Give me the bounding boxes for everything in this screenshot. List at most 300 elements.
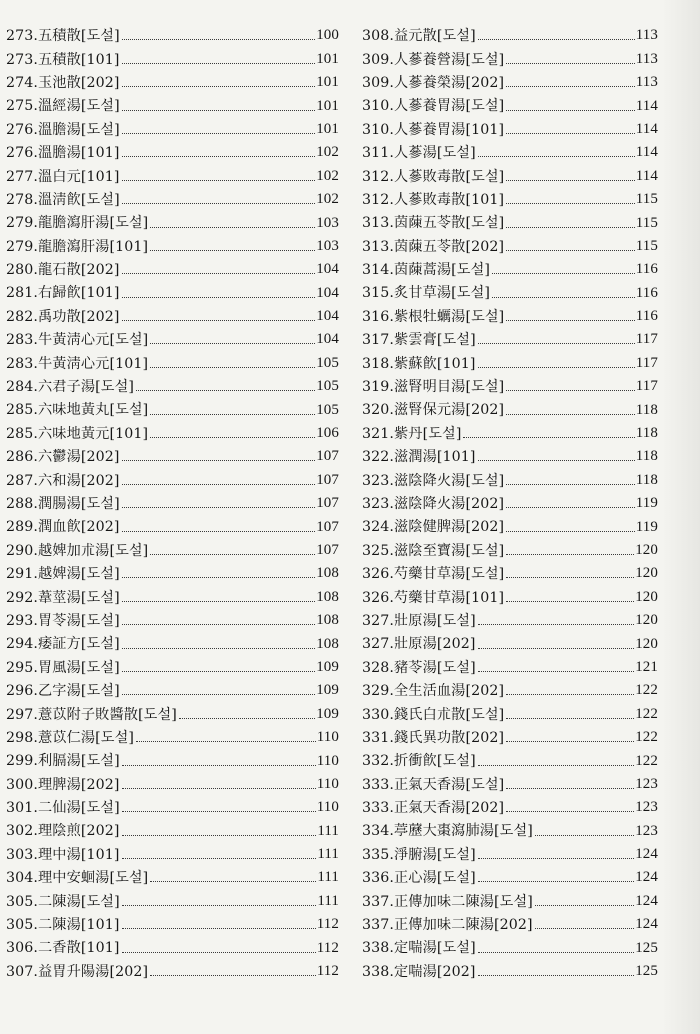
entry-number: 288. [6, 496, 38, 512]
prescription-title: 利膈湯[도설] [38, 753, 120, 770]
page-number: 120 [635, 565, 658, 582]
dot-leader [506, 577, 634, 578]
entry-number: 311. [362, 145, 394, 162]
entry-number: 312. [362, 168, 394, 185]
index-entry [6, 464, 339, 487]
prescription-title: 炙甘草湯[도설] [394, 285, 491, 302]
index-entry [6, 418, 339, 441]
entry-number: 324. [362, 519, 394, 536]
dot-leader [122, 648, 315, 649]
page-number: 122 [635, 682, 658, 699]
entry-number: 330. [362, 706, 394, 723]
entry-number: 305. [6, 893, 38, 910]
entry-number: 310. [362, 98, 394, 115]
index-entry [362, 885, 658, 908]
page-number: 112 [316, 939, 339, 956]
entry-number: 338. [362, 940, 394, 957]
prescription-title: 芍藥甘草湯[도설] [394, 566, 505, 583]
index-entry [362, 441, 658, 464]
entry-number: 314. [362, 262, 394, 279]
index-entry [6, 67, 339, 90]
dot-leader [478, 765, 634, 766]
index-entry [6, 324, 339, 347]
prescription-title: 滋腎明目湯[도설] [394, 379, 505, 396]
entry-number: 323. [362, 472, 394, 489]
index-column-left [6, 20, 339, 979]
page-number: 108 [316, 565, 339, 582]
page-number: 111 [317, 869, 339, 886]
page-number: 110 [316, 799, 339, 816]
index-entry [362, 418, 658, 441]
index-entry [6, 652, 339, 675]
dot-leader [478, 343, 635, 344]
index-entry [362, 277, 658, 300]
prescription-title: 龍膽瀉肝湯[101] [38, 238, 149, 255]
page-number: 118 [635, 471, 658, 488]
prescription-title: 折衝飮[도설] [394, 753, 476, 770]
dot-leader [506, 788, 634, 789]
dot-leader [122, 63, 316, 64]
prescription-title: 滋陰降火湯[202] [394, 496, 505, 512]
prescription-title: 滋陰健脾湯[202] [394, 519, 505, 536]
entry-number: 312. [362, 191, 394, 208]
dot-leader [506, 601, 634, 602]
page-number: 123 [635, 775, 658, 792]
index-entry [6, 114, 339, 137]
entry-number: 283. [6, 355, 38, 372]
index-entry [362, 956, 658, 979]
dot-leader [478, 858, 634, 859]
dot-leader [150, 343, 315, 344]
page-number: 104 [316, 308, 339, 325]
prescription-title: 紫根牡蠣湯[도설] [394, 308, 505, 325]
page-number: 107 [316, 448, 339, 465]
dot-leader [122, 507, 315, 508]
dot-leader [478, 671, 634, 672]
index-entry [6, 956, 339, 979]
prescription-title: 理中安蛔湯[도설] [38, 870, 149, 887]
index-entry [6, 885, 339, 908]
index-entry [6, 43, 339, 66]
entry-number: 293. [6, 612, 38, 629]
page-number: 117 [635, 331, 658, 348]
page-number: 125 [635, 963, 658, 980]
prescription-title: 茵蔯五苓散[202] [394, 238, 505, 255]
index-entry [6, 277, 339, 300]
dot-leader [150, 227, 315, 228]
index-entry [6, 605, 339, 628]
page-number: 124 [635, 916, 658, 933]
index-entry [6, 231, 339, 254]
prescription-title: 人蔘養榮湯[202] [394, 74, 505, 91]
page-number: 125 [635, 939, 658, 956]
index-entry [6, 301, 339, 324]
entry-number: 331. [362, 729, 394, 746]
entry-number: 278. [6, 191, 38, 208]
page-number: 111 [317, 822, 339, 839]
index-entry [6, 535, 339, 558]
page-number: 115 [635, 191, 658, 208]
dot-leader [122, 531, 316, 532]
page-number: 123 [635, 799, 658, 816]
entry-number: 277. [6, 168, 38, 185]
dot-leader [136, 741, 316, 742]
index-entry [362, 815, 658, 838]
entry-number: 302. [6, 823, 38, 840]
entry-number: 309. [362, 51, 394, 68]
page-number: 103 [316, 214, 339, 231]
index-entry [362, 792, 658, 815]
page-number: 121 [635, 658, 658, 675]
entry-number: 292. [6, 589, 38, 606]
index-entry [6, 675, 339, 698]
dot-leader [122, 952, 316, 953]
page-number: 116 [635, 261, 658, 278]
dot-leader [122, 320, 316, 321]
page-number: 117 [635, 354, 658, 371]
dot-leader [122, 624, 315, 625]
entry-number: 295. [6, 659, 38, 676]
entry-number: 303. [6, 846, 38, 863]
index-entry [362, 909, 658, 932]
index-entry [6, 207, 339, 230]
dot-leader [122, 156, 316, 157]
index-entry [6, 347, 339, 370]
dot-leader [463, 437, 634, 438]
prescription-title: 壯原湯[도설] [394, 612, 476, 629]
index-entry [362, 769, 658, 792]
prescription-title: 人蔘養營湯[도설] [394, 51, 505, 68]
index-entry [362, 675, 658, 698]
entry-number: 337. [362, 893, 394, 910]
prescription-title: 人蔘敗毒散[101] [394, 191, 505, 208]
entry-number: 319. [362, 379, 394, 396]
page-number: 100 [316, 27, 339, 44]
page-number: 101 [316, 97, 339, 114]
entry-number: 313. [362, 238, 394, 255]
prescription-title: 禹功散[202] [38, 308, 120, 325]
entry-number: 321. [362, 425, 394, 442]
entry-number: 299. [6, 753, 38, 770]
entry-number: 304. [6, 870, 38, 887]
prescription-title: 益胃升陽湯[202] [38, 963, 149, 980]
page-number: 108 [316, 588, 339, 605]
page-number: 103 [316, 237, 339, 254]
page-number: 116 [635, 284, 658, 301]
prescription-title: 五積散[도설] [38, 28, 120, 45]
entry-number: 273. [6, 51, 38, 68]
prescription-title: 理脾湯[202] [38, 776, 120, 793]
dot-leader [122, 180, 316, 181]
dot-leader [150, 975, 316, 976]
entry-number: 273. [6, 28, 38, 45]
entry-number: 283. [6, 332, 38, 349]
prescription-title: 溫膽湯[도설] [38, 121, 120, 138]
prescription-title: 正心湯[도설] [394, 870, 476, 887]
index-entry [362, 605, 658, 628]
prescription-title: 紫蘇飮[101] [394, 355, 476, 372]
page-number: 104 [316, 284, 339, 301]
dot-leader [478, 648, 635, 649]
entry-number: 300. [6, 776, 38, 793]
index-entry [362, 301, 658, 324]
prescription-title: 人蔘敗毒散[도설] [394, 168, 505, 185]
index-entry [362, 558, 658, 581]
dot-leader [136, 390, 315, 391]
page-number: 102 [316, 167, 339, 184]
entry-number: 308. [362, 28, 394, 45]
prescription-title: 龍石散[202] [38, 262, 120, 279]
page-number: 114 [635, 97, 658, 114]
index-entry [6, 815, 339, 838]
index-entry [6, 745, 339, 768]
entry-number: 291. [6, 566, 38, 583]
prescription-title: 茵蔯五苓散[도설] [394, 215, 505, 232]
dot-leader [506, 86, 635, 87]
dot-leader [122, 577, 315, 578]
page-number: 122 [635, 752, 658, 769]
index-entry [6, 769, 339, 792]
dot-leader [179, 718, 315, 719]
index-entry [6, 371, 339, 394]
dot-leader [122, 788, 316, 789]
entry-number: 275. [6, 98, 38, 115]
prescription-title: 六鬱湯[202] [38, 449, 120, 466]
page-number: 120 [635, 588, 658, 605]
entry-number: 280. [6, 262, 38, 279]
index-entry [362, 722, 658, 745]
prescription-title: 二陳湯[101] [38, 917, 120, 934]
prescription-title: 六和湯[202] [38, 472, 120, 489]
prescription-title: 溫白元[101] [38, 168, 120, 185]
entry-number: 334. [362, 823, 394, 840]
index-entry [6, 628, 339, 651]
dot-leader [506, 133, 635, 134]
page-number: 101 [316, 120, 339, 137]
page-number: 122 [635, 705, 658, 722]
entry-number: 332. [362, 753, 394, 770]
index-entry [362, 43, 658, 66]
entry-number: 282. [6, 308, 38, 325]
index-entry [6, 160, 339, 183]
page-number: 119 [635, 518, 658, 535]
index-entry [6, 839, 339, 862]
index-entry [362, 184, 658, 207]
index-entry [6, 909, 339, 932]
prescription-title: 牛黃淸心元[101] [38, 355, 149, 372]
dot-leader [122, 905, 317, 906]
entry-number: 281. [6, 285, 38, 302]
index-entry [362, 371, 658, 394]
index-entry [362, 839, 658, 862]
entry-number: 328. [362, 659, 394, 676]
entry-number: 285. [6, 425, 38, 442]
entry-number: 290. [6, 542, 38, 559]
dot-leader [150, 414, 315, 415]
dot-leader [506, 227, 634, 228]
page-number: 120 [635, 635, 658, 652]
dot-leader [150, 554, 315, 555]
page-number: 117 [635, 378, 658, 395]
prescription-title: 二香散[101] [38, 940, 120, 957]
dot-leader [535, 928, 635, 929]
dot-leader [122, 671, 315, 672]
dot-leader [535, 905, 634, 906]
prescription-title: 正傳加味二陳湯[도설] [394, 893, 533, 910]
index-entry [362, 535, 658, 558]
prescription-title: 六味地黃元[101] [38, 425, 149, 442]
page-number: 116 [635, 308, 658, 325]
page-number: 105 [316, 401, 339, 418]
index-entry [362, 90, 658, 113]
page-number: 120 [635, 541, 658, 558]
dot-leader [478, 952, 634, 953]
prescription-title: 玉池散[202] [38, 74, 120, 91]
entry-number: 325. [362, 542, 394, 559]
index-entry [362, 324, 658, 347]
prescription-title: 痿証方[도설] [38, 636, 120, 653]
index-entry [362, 254, 658, 277]
index-entry [362, 652, 658, 675]
index-entry [6, 698, 339, 721]
page-edge-shadow [662, 0, 700, 1034]
dot-leader [478, 39, 635, 40]
index-entry [362, 347, 658, 370]
page-number: 124 [635, 846, 658, 863]
dot-leader [506, 694, 634, 695]
entry-number: 279. [6, 238, 38, 255]
prescription-title: 全生活血湯[202] [394, 683, 505, 700]
dot-leader [122, 110, 315, 111]
dot-leader [506, 390, 634, 391]
dot-leader [506, 811, 634, 812]
dot-leader [122, 86, 316, 87]
prescription-title: 豬苓湯[도설] [394, 659, 476, 676]
entry-number: 333. [362, 800, 394, 817]
entry-number: 284. [6, 379, 38, 396]
entry-number: 276. [6, 121, 38, 138]
prescription-title: 二仙湯[도설] [38, 800, 120, 817]
entry-number: 305. [6, 917, 38, 934]
page-number: 106 [316, 425, 339, 442]
index-entry [6, 488, 339, 511]
page-number: 101 [316, 50, 339, 67]
entry-number: 274. [6, 74, 38, 91]
index-entry [362, 160, 658, 183]
index-entry [6, 862, 339, 885]
dot-leader [122, 460, 316, 461]
prescription-title: 滋潤湯[101] [394, 449, 476, 466]
prescription-title: 滋腎保元湯[202] [394, 402, 505, 419]
index-entry [362, 932, 658, 955]
page-number: 108 [316, 635, 339, 652]
index-entry [6, 792, 339, 815]
index-entry [362, 628, 658, 651]
prescription-title: 潤腸湯[도설] [38, 496, 120, 512]
page-number: 110 [316, 775, 339, 792]
dot-leader [122, 765, 316, 766]
dot-leader [122, 39, 315, 40]
page-number: 111 [317, 892, 339, 909]
entry-number: 285. [6, 402, 38, 419]
entry-number: 298. [6, 729, 38, 746]
prescription-title: 越婢湯[도설] [38, 566, 120, 583]
prescription-title: 薏苡仁湯[도설] [38, 729, 135, 746]
prescription-title: 龍膽瀉肝湯[도설] [38, 215, 149, 232]
entry-number: 322. [362, 449, 394, 466]
entry-number: 337. [362, 917, 394, 934]
dot-leader [506, 250, 635, 251]
prescription-title: 溫淸飮[도설] [38, 191, 120, 208]
entry-number: 310. [362, 121, 394, 138]
prescription-title: 薏苡附子敗醬散[도설] [38, 706, 177, 723]
page-number: 104 [316, 331, 339, 348]
dot-leader [122, 928, 316, 929]
entry-number: 286. [6, 449, 38, 466]
index-entry [6, 137, 339, 160]
prescription-title: 葦莖湯[도설] [38, 589, 120, 606]
entry-number: 315. [362, 285, 394, 302]
entry-number: 289. [6, 519, 38, 536]
index-entry [362, 137, 658, 160]
dot-leader [122, 273, 316, 274]
entry-number: 320. [362, 402, 394, 419]
prescription-title: 越婢加朮湯[도설] [38, 542, 149, 559]
dot-leader [478, 624, 634, 625]
index-entry [362, 698, 658, 721]
prescription-title: 定喘湯[202] [394, 963, 476, 980]
dot-leader [150, 250, 315, 251]
page-number: 113 [635, 74, 658, 91]
page-number: 109 [316, 658, 339, 675]
entry-number: 327. [362, 636, 394, 653]
prescription-title: 定喘湯[도설] [394, 940, 476, 957]
page-number: 113 [635, 27, 658, 44]
index-entry [6, 932, 339, 955]
index-entry [362, 394, 658, 417]
entry-number: 329. [362, 683, 394, 700]
prescription-title: 錢氏白朮散[도설] [394, 706, 505, 723]
page-number: 107 [316, 541, 339, 558]
prescription-title: 右歸飮[101] [38, 285, 120, 302]
index-entry [362, 488, 658, 511]
prescription-title: 錢氏異功散[202] [394, 729, 505, 746]
entry-number: 323. [362, 496, 394, 512]
prescription-title: 胃苓湯[도설] [38, 612, 120, 629]
index-column-right [362, 20, 658, 979]
index-entry [362, 511, 658, 534]
dot-leader [506, 320, 634, 321]
page-number: 112 [316, 916, 339, 933]
dot-leader [150, 437, 315, 438]
entry-number: 317. [362, 332, 394, 349]
entry-number: 301. [6, 800, 38, 817]
entry-number: 326. [362, 589, 394, 606]
prescription-title: 正氣天香湯[도설] [394, 776, 505, 793]
index-entry [362, 231, 658, 254]
entry-number: 307. [6, 963, 38, 980]
page-number: 114 [635, 167, 658, 184]
prescription-title: 淨腑湯[도설] [394, 846, 476, 863]
prescription-title: 壯原湯[202] [394, 636, 476, 653]
entry-number: 309. [362, 74, 394, 91]
page-number: 109 [316, 682, 339, 699]
index-entry [6, 20, 339, 43]
page-number: 115 [635, 237, 658, 254]
page-number: 122 [635, 729, 658, 746]
page-number: 102 [316, 191, 339, 208]
entry-number: 316. [362, 308, 394, 325]
